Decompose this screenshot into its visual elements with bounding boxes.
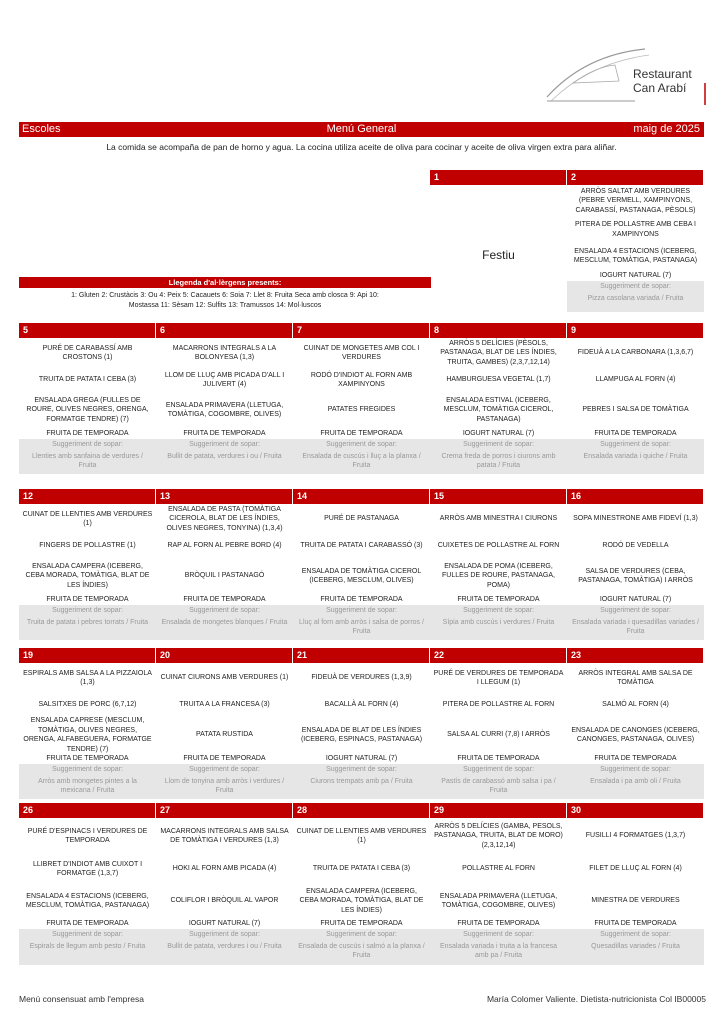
suggestion-text: Ensalada de cuscús i lluç a la planxa / Fruita	[302, 452, 421, 469]
day-number: 26	[19, 803, 156, 818]
dinner-suggestion	[567, 281, 704, 312]
suggestion-label: Suggeriment de sopar:	[463, 441, 534, 448]
suggestion-label: Suggeriment de sopar:	[463, 766, 534, 773]
legend-line-1: 1: Gluten 2: Crustàcis 3: Ou 4: Peix 5: Cacauets 6: Soia 7: Llet 8: Fruita Seca amb closca 9: Api 10:	[71, 292, 379, 299]
dinner-suggestion	[19, 605, 156, 640]
dish-first: ARRÒS AMB MINESTRA I CIURONS	[439, 515, 558, 523]
dish-side: COLIFLOR I BRÒQUIL AL VAPOR	[170, 897, 279, 905]
suggestion-label: Suggeriment de sopar:	[52, 931, 123, 938]
dish-second: POLLASTRE AL FORN	[462, 865, 535, 873]
dish-second: FINGERS DE POLLASTRE (1)	[39, 542, 136, 550]
dish-side: ENSALADA DE BLAT DE LES ÍNDIES (ICEBERG, ESPINACS, PASTANAGA)	[300, 726, 423, 743]
suggestion-text: Sípia amb cuscús i verdures / Fruita	[442, 618, 555, 626]
dinner-suggestion	[293, 764, 430, 799]
dish-side: BRÒQUIL I PASTANAGÓ	[184, 572, 265, 580]
day-number: 9	[567, 323, 704, 338]
legend-body	[19, 288, 431, 311]
day-1	[430, 170, 567, 262]
dish-side: ENSALADA DE TOMÀTIGA CICEROL (ICEBERG, MESCLUM, OLIVES)	[301, 567, 422, 584]
dish-dessert: FRUITA DE TEMPORADA	[46, 429, 129, 437]
suggestion-text: Ciurons trempats amb pa / Fruita	[310, 777, 413, 785]
day-29	[430, 803, 567, 965]
day-13	[156, 489, 293, 640]
day-number: 29	[430, 803, 567, 818]
day-20	[156, 648, 293, 799]
menu-note: La comida se acompaña de pan de horno y agua. La cocina utiliza aceite de oliva para cocinar y aceite de oliva virgen extra para aliñar.	[106, 142, 617, 152]
day-6	[156, 323, 293, 474]
suggestion-text: Bullit de patata, verdures i ou / Fruita	[167, 942, 282, 950]
day-number: 22	[430, 648, 567, 663]
dish-side: ENSALADA DE POMA (ICEBERG, FULLES DE ROURE, PASTANAGA, POMA)	[442, 562, 555, 589]
suggestion-label: Suggeriment de sopar:	[189, 441, 260, 448]
day-23	[567, 648, 704, 799]
suggestion-label: Suggeriment de sopar:	[326, 766, 397, 773]
suggestion-label: Suggeriment de sopar:	[463, 931, 534, 938]
dish-second: PITERA DE POLLASTRE AL FORN	[442, 701, 555, 709]
dish-dessert: IOGURT NATURAL (7)	[599, 595, 672, 603]
dish-second: BACALLÀ AL FORN (4)	[324, 701, 399, 709]
dish-second: SALSITXES DE PORC (6,7,12)	[38, 701, 137, 709]
dish-first: SOPA MINESTRONE AMB FIDEVÍ (1,3)	[573, 515, 698, 523]
day-30	[567, 803, 704, 965]
dinner-suggestion	[293, 439, 430, 474]
dish-dessert: IOGURT NATURAL (7)	[188, 919, 261, 927]
suggestion-text: Bullit de patata, verdures i ou / Fruita	[167, 452, 282, 460]
suggestion-label: Suggeriment de sopar:	[600, 607, 671, 614]
day-number: 1	[430, 170, 567, 185]
suggestion-label: Suggeriment de sopar:	[463, 607, 534, 614]
suggestion-label: Suggeriment de sopar:	[326, 931, 397, 938]
day-27	[156, 803, 293, 965]
suggestion-text: Ensalada variada i quesadillas variades / Fruita	[572, 618, 699, 635]
dish-dessert: FRUITA DE TEMPORADA	[457, 595, 540, 603]
dish-second: RODÓ DE VEDELLA	[602, 542, 669, 550]
dish-dessert: FRUITA DE TEMPORADA	[46, 595, 129, 603]
dish-dessert: IOGURT NATURAL (7)	[325, 754, 398, 762]
day-number: 7	[293, 323, 430, 338]
dish-first: PURÉ DE PASTANAGA	[324, 515, 399, 523]
day-28	[293, 803, 430, 965]
dinner-suggestion	[156, 929, 293, 965]
suggestion-label: Suggeriment de sopar:	[52, 441, 123, 448]
day-number: 12	[19, 489, 156, 504]
day-12	[19, 489, 156, 640]
dish-dessert: FRUITA DE TEMPORADA	[183, 754, 266, 762]
day-14	[293, 489, 430, 640]
suggestion-text: Crema freda de porros i ciurons amb patata / Fruita	[441, 452, 556, 469]
dish-second: TRUITA DE PATATA I CARABASSÓ (3)	[300, 542, 423, 550]
dinner-suggestion	[430, 764, 567, 799]
dinner-suggestion	[156, 439, 293, 474]
suggestion-text: Truita de patata i pebres torrats / Fruita	[26, 618, 149, 626]
dinner-suggestion	[19, 439, 156, 474]
restaurant-name-line1: Restaurant	[633, 67, 692, 81]
suggestion-text: Ensalada i pa amb oli / Fruita	[590, 777, 681, 785]
restaurant-name	[633, 67, 692, 95]
suggestion-label: Suggeriment de sopar:	[52, 607, 123, 614]
menu-title-bar	[19, 122, 704, 137]
dish-first: ARRÒS 5 DELÍCIES (GAMBA, PESOLS, PASTANAGA, TRUITA, BLAT DE MORO) (2,3,12,14)	[434, 822, 563, 849]
day-number: 16	[567, 489, 704, 504]
dish-dessert: FRUITA DE TEMPORADA	[457, 754, 540, 762]
dish-first: ESPIRALS AMB SALSA A LA PIZZAIOLA (1,3)	[23, 669, 152, 686]
dish-side: ENSALADA 4 ESTACIONS (ICEBERG, MESCLUM, TOMÀTIGA, PASTANAGA)	[573, 247, 698, 264]
dish-side: ENSALADA PRIMAVERA (LLETUGA, TOMÀTIGA, COGOMBRE, OLIVES)	[439, 892, 558, 909]
dish-first: CUINAT DE LLENTIES AMB VERDURES (1)	[22, 510, 153, 527]
header-left: Escoles	[22, 123, 61, 135]
festiu-label: Festiu	[482, 248, 515, 262]
suggestion-label: Suggeriment de sopar:	[52, 766, 123, 773]
dish-second: CUIXETES DE POLLASTRE AL FORN	[437, 542, 560, 550]
dish-first: PURÉ DE VERDURES DE TEMPORADA I LLEGUM (1)	[433, 669, 564, 686]
day-number: 19	[19, 648, 156, 663]
dish-dessert: FRUITA DE TEMPORADA	[46, 919, 129, 927]
dinner-suggestion	[19, 764, 156, 799]
dish-second: HAMBURGUESA VEGETAL (1,7)	[446, 376, 551, 384]
day-number: 28	[293, 803, 430, 818]
footer-left: Menú consensuat amb l'empresa	[19, 994, 144, 1004]
header-center: Menú General	[326, 123, 397, 135]
dish-second: RODÓ D'INDIOT AL FORN AMB XAMPINYONS	[310, 371, 413, 388]
day-number: 30	[567, 803, 704, 818]
dish-side: PEBRES I SALSA DE TOMÀTIGA	[582, 406, 689, 414]
dish-dessert: FRUITA DE TEMPORADA	[183, 595, 266, 603]
suggestion-text: Llom de tonyina amb arròs i verdures / Fruita	[164, 777, 285, 794]
dish-second: LLIBRET D'INDIOT AMB CUIXOT I FORMATGE (1,3,7)	[32, 860, 143, 877]
dish-first: FUSILLI 4 FORMATGES (1,3,7)	[585, 832, 686, 840]
dish-side: SALSA DE VERDURES (CEBA, PASTANAGA, TOMÀTIGA) I ARRÒS	[578, 567, 693, 584]
suggestion-label: Suggeriment de sopar:	[326, 441, 397, 448]
day-7	[293, 323, 430, 474]
suggestion-text: Ensalada de cuscús i salmó a la planxa / Fruita	[298, 942, 425, 959]
dinner-suggestion	[567, 929, 704, 965]
day-22	[430, 648, 567, 799]
suggestion-text: Arròs amb mongetes pintes a la mexicana / Fruita	[38, 777, 137, 794]
dish-second: FILET DE LLUÇ AL FORN (4)	[589, 865, 682, 873]
day-number: 21	[293, 648, 430, 663]
day-number: 6	[156, 323, 293, 338]
dish-first: ENSALADA DE PASTA (TOMÀTIGA CICEROLA, BLAT DE LES ÍNDIES, OLIVES NEGRES, TONYINA) (1,3,4)	[166, 505, 283, 532]
dish-second: TRUITA DE PATATA I CEBA (3)	[312, 865, 411, 873]
suggestion-text: Pastís de carabassó amb salsa i pa / Fruita	[441, 777, 556, 794]
dish-first: PURÉ DE CARABASSÍ AMB CROSTONS (1)	[42, 344, 133, 361]
dish-side: PATATES FREGIDES	[327, 406, 396, 414]
dish-dessert: FRUITA DE TEMPORADA	[594, 754, 677, 762]
dish-first: CUINAT DE MONGETES AMB COL I VERDURES	[303, 344, 420, 361]
dish-dessert: IOGURT NATURAL (7)	[462, 429, 535, 437]
legend-title: Llegenda d'al·lèrgens presents:	[19, 277, 431, 288]
dinner-suggestion	[430, 929, 567, 965]
dinner-suggestion	[156, 605, 293, 640]
suggestion-text: Llenties amb sanfaina de verdures / Fruita	[32, 452, 143, 469]
suggestion-text: Espirals de llegum amb pesto / Fruita	[29, 942, 146, 950]
dinner-suggestion	[293, 605, 430, 640]
suggestion-label: Suggeriment de sopar:	[326, 607, 397, 614]
dish-second: LLOM DE LLUÇ AMB PICADA D'ALL I JULIVERT (4)	[164, 371, 285, 388]
dinner-suggestion	[293, 929, 430, 965]
dinner-suggestion	[430, 439, 567, 474]
dish-side: ENSALADA CAMPERA (ICEBERG, CEBA MORADA, TOMÀTIGA, BLAT DE LES ÍNDIES)	[25, 562, 150, 589]
dish-first: PURÉ D'ESPINACS I VERDURES DE TEMPORADA	[27, 827, 148, 844]
dish-first: ARRÒS 5 DELÍCIES (PÈSOLS, PASTANAGA, BLAT DE LES ÍNDIES, TRUITA, GAMBES) (2,3,7,12,14)	[440, 339, 557, 366]
suggestion-label: Suggeriment de sopar:	[189, 607, 260, 614]
day-number: 14	[293, 489, 430, 504]
dinner-suggestion	[567, 764, 704, 799]
dish-dessert: IOGURT NATURAL (7)	[599, 271, 672, 279]
dish-dessert: FRUITA DE TEMPORADA	[320, 429, 403, 437]
suggestion-label: Suggeriment de sopar:	[600, 283, 671, 290]
suggestion-text: Quesadillas variades / Fruita	[591, 942, 680, 950]
dish-second: LLAMPUGA AL FORN (4)	[595, 376, 676, 384]
allergen-legend	[19, 277, 431, 311]
suggestion-text: Pizza casolana variada / Fruita	[587, 294, 684, 302]
day-15	[430, 489, 567, 640]
restaurant-name-line2: Can Arabí	[633, 81, 687, 95]
suggestion-label: Suggeriment de sopar:	[600, 766, 671, 773]
dinner-suggestion	[567, 439, 704, 474]
suggestion-label: Suggeriment de sopar:	[189, 766, 260, 773]
day-16	[567, 489, 704, 640]
dish-side: ENSALADA CAMPERA (ICEBERG, CEBA MORADA, TOMÀTIGA, BLAT DE LES ÍNDIES)	[299, 887, 424, 914]
day-number: 2	[567, 170, 704, 185]
suggestion-text: Lluç al forn amb arròs i salsa de porros / Fruita	[299, 618, 424, 635]
dish-second: HOKI AL FORN AMB PICADA (4)	[172, 865, 277, 873]
suggestion-label: Suggeriment de sopar:	[600, 931, 671, 938]
dish-side: ENSALADA GREGA (FULLES DE ROURE, OLIVES NEGRES, ORENGA, FORMATGE TENDRE) (7)	[26, 396, 149, 423]
header-right: maig de 2025	[633, 123, 700, 135]
day-number: 27	[156, 803, 293, 818]
dish-second: PITERA DE POLLASTRE AMB CEBA I XAMPINYONS	[575, 221, 696, 238]
dish-first: CUINAT CIURONS AMB VERDURES (1)	[160, 674, 289, 682]
dish-first: CUINAT DE LLENTIES AMB VERDURES (1)	[296, 827, 427, 844]
legend-line-2: Mostassa 11: Sèsam 12: Sulfits 13: Tramussos 14: Mol·luscos	[128, 302, 322, 309]
day-number: 15	[430, 489, 567, 504]
dish-side: PATATA RUSTIDA	[196, 731, 253, 739]
day-number: 23	[567, 648, 704, 663]
dish-dessert: FRUITA DE TEMPORADA	[594, 429, 677, 437]
dish-side: ENSALADA DE CANONGES (ICEBERG, CANONGES, PASTANAGA, OLIVES)	[571, 726, 700, 743]
dish-first: FIDEUÀ A LA CARBONARA (1,3,6,7)	[577, 349, 694, 357]
day-19	[19, 648, 156, 799]
dinner-suggestion	[430, 605, 567, 640]
day-number: 8	[430, 323, 567, 338]
dish-second: TRUITA DE PATATA I CEBA (3)	[38, 376, 137, 384]
dish-first: ARRÒS INTEGRAL AMB SALSA DE TOMÀTIGA	[578, 669, 693, 686]
dish-side: ENSALADA CAPRESE (MESCLUM, TOMÀTIGA, OLIVES NEGRES, ORENGA, ALFABEGUERA, FORMATGE TENDRE) (7)	[23, 717, 152, 753]
dish-side: MINESTRA DE VERDURES	[591, 897, 680, 905]
dinner-suggestion	[156, 764, 293, 799]
dish-dessert: FRUITA DE TEMPORADA	[320, 595, 403, 603]
dish-side: SALSA AL CURRI (7,8) I ARRÒS	[447, 731, 550, 739]
dish-second: SALMÓ AL FORN (4)	[602, 701, 669, 709]
day-21	[293, 648, 430, 799]
dish-side: ENSALADA 4 ESTACIONS (ICEBERG, MESCLUM, TOMÀTIGA, PASTANAGA)	[25, 892, 150, 909]
dish-second: RAP AL FORN AL PEBRE BORD (4)	[167, 542, 282, 550]
day-5	[19, 323, 156, 474]
dish-dessert: FRUITA DE TEMPORADA	[457, 919, 540, 927]
dinner-suggestion	[19, 929, 156, 965]
suggestion-text: Ensalada de mongetes blanques / Fruita	[161, 618, 288, 626]
dish-first: ARRÒS SALTAT AMB VERDURES (PEBRE VERMELL, XAMPINYONS, CARABASSÍ, PASTANAGA, PÈSOLS)	[575, 187, 696, 214]
dish-dessert: FRUITA DE TEMPORADA	[46, 754, 129, 762]
day-number: 13	[156, 489, 293, 504]
dish-first: MACARRONS INTEGRALS AMB SALSA DE TOMÀTIGA I VERDURES (1,3)	[160, 827, 289, 844]
suggestion-label: Suggeriment de sopar:	[600, 441, 671, 448]
day-2	[567, 170, 704, 312]
dish-dessert: FRUITA DE TEMPORADA	[594, 919, 677, 927]
day-9	[567, 323, 704, 474]
footer-right: María Colomer Valiente. Dietista-nutricionista Col IB00005	[486, 994, 706, 1004]
dish-side: ENSALADA PRIMAVERA (LLETUGA, TOMÀTIGA, COGOMBRE, OLIVES)	[165, 401, 284, 418]
day-number: 5	[19, 323, 156, 338]
dish-dessert: FRUITA DE TEMPORADA	[320, 919, 403, 927]
day-26	[19, 803, 156, 965]
day-number: 20	[156, 648, 293, 663]
dish-first: MACARRONS INTEGRALS A LA BOLONYESA (1,3)	[172, 344, 277, 361]
dinner-suggestion	[567, 605, 704, 640]
dish-side: ENSALADA ESTIVAL (ICEBERG, MESCLUM, TOMÀTIGA CICEROL, PASTANAGA)	[443, 396, 554, 423]
dish-first: FIDEUÀ DE VERDURES (1,3,9)	[311, 674, 412, 682]
suggestion-text: Ensalada variada i quiche / Fruita	[583, 452, 688, 460]
day-8	[430, 323, 567, 474]
suggestion-text: Ensalada variada i truita a la francesa amb pa / Fruita	[439, 942, 558, 959]
dish-dessert: FRUITA DE TEMPORADA	[183, 429, 266, 437]
dish-second: TRUITA A LA FRANCESA (3)	[179, 701, 270, 709]
suggestion-label: Suggeriment de sopar:	[189, 931, 260, 938]
